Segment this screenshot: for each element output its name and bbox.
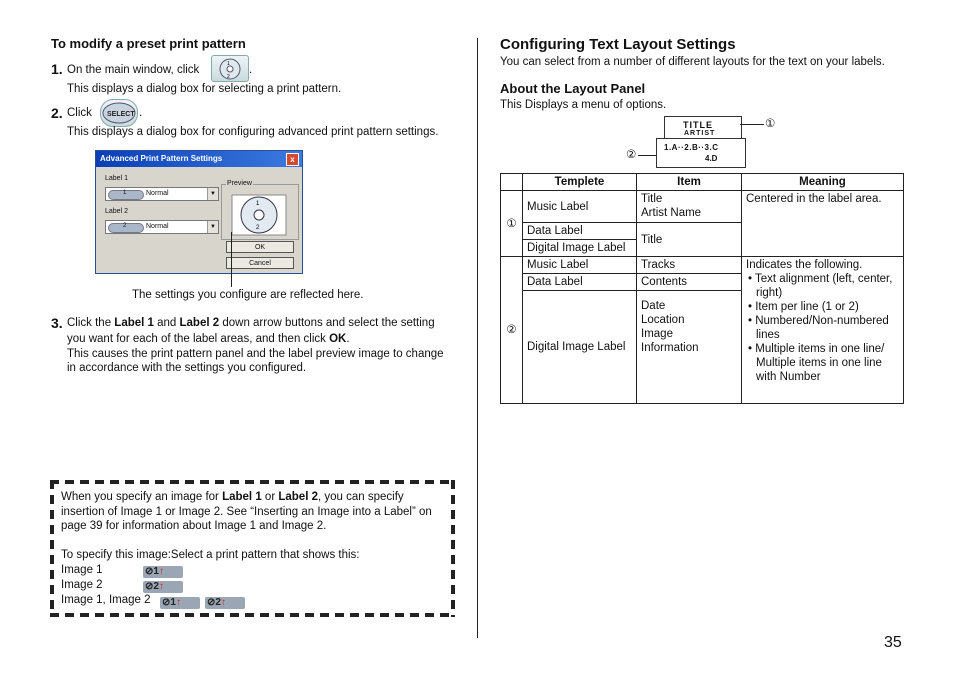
disc-icon bbox=[212, 56, 248, 81]
table-cell: Contents bbox=[637, 274, 742, 291]
table-cell: Title Artist Name bbox=[637, 191, 742, 223]
template-marker: ① bbox=[501, 191, 523, 257]
intro-text: You can select from a number of different layouts for the text on your labels. bbox=[500, 56, 885, 68]
pattern-image1-icon: ⊘1↑ bbox=[143, 566, 183, 578]
dialog-titlebar bbox=[96, 151, 302, 167]
column-divider bbox=[477, 38, 478, 638]
preview-group bbox=[221, 180, 299, 240]
figure-marker-2: ② bbox=[626, 149, 637, 161]
svg-text:1: 1 bbox=[256, 201, 260, 207]
note-line2: insertion of Image 1 or Image 2. See “Inserting an Image into a Label” on bbox=[61, 506, 432, 518]
section-heading: To modify a preset print pattern bbox=[51, 36, 246, 51]
figure-line1: 1.A··2.B··3.C bbox=[664, 143, 719, 152]
column-header: Meaning bbox=[742, 174, 904, 191]
label2-value: Normal bbox=[146, 223, 169, 230]
table-cell: Centered in the label area. bbox=[742, 191, 904, 257]
step3-line3: This causes the print pattern panel and the label preview image to change bbox=[67, 348, 444, 360]
template-marker: ② bbox=[501, 257, 523, 404]
svg-text:SELECT: SELECT bbox=[107, 111, 135, 118]
label2-select[interactable] bbox=[105, 220, 219, 234]
pattern-image2-icon: ⊘2↑ bbox=[143, 581, 183, 593]
step3-line2: you want for each of the label areas, and then click OK. bbox=[67, 333, 350, 345]
label2-badge: 2 bbox=[108, 223, 144, 233]
dialog-title: Advanced Print Pattern Settings bbox=[100, 154, 223, 163]
step-text: Click bbox=[67, 107, 92, 119]
ok-button[interactable]: OK bbox=[226, 241, 294, 253]
select-button[interactable] bbox=[100, 99, 138, 127]
callout-line bbox=[231, 232, 232, 287]
svg-text:1: 1 bbox=[227, 61, 230, 67]
list-item: • Text alignment (left, center, right) bbox=[748, 273, 893, 299]
chevron-down-icon[interactable]: ▼ bbox=[207, 221, 218, 233]
table-row bbox=[501, 257, 904, 274]
cancel-button[interactable]: Cancel bbox=[226, 257, 294, 269]
figure-line2: 4.D bbox=[705, 154, 718, 163]
preview-disc-icon bbox=[222, 185, 298, 239]
select-icon bbox=[101, 100, 137, 126]
image-row-label: Image 2 bbox=[61, 579, 103, 591]
step3-line4: in accordance with the settings you configured. bbox=[67, 362, 307, 374]
step-desc: This displays a dialog box for configuring advanced print pattern settings. bbox=[67, 126, 439, 138]
label1-badge: 1 bbox=[108, 190, 144, 200]
figure-marker-1: ① bbox=[765, 118, 776, 130]
label1-caption: Label 1 bbox=[105, 175, 128, 182]
print-pattern-button[interactable] bbox=[211, 55, 249, 82]
list-item: • Numbered/Non-numbered lines bbox=[748, 315, 889, 341]
step3-line1: Click the Label 1 and Label 2 down arrow buttons and select the setting bbox=[67, 317, 435, 329]
step-number: 1. bbox=[51, 61, 63, 77]
chevron-down-icon[interactable]: ▼ bbox=[207, 188, 218, 200]
column-header: Item bbox=[637, 174, 742, 191]
step-desc: This displays a dialog box for selecting a print pattern. bbox=[67, 83, 342, 95]
image-row-label: Image 1, Image 2 bbox=[61, 594, 151, 606]
page-number: 35 bbox=[884, 634, 902, 651]
table-cell: Indicates the following. • Text alignment (left, center, right) • Item per line (1 or 2) • Numbered/Non-numbered lines • Multiple items in one line/ Multiple items in one line with Number bbox=[742, 257, 904, 404]
pattern-image1-icon: ⊘1↑ bbox=[160, 597, 200, 609]
table-cell: Tracks bbox=[637, 257, 742, 274]
note-line1: When you specify an image for Label 1 or Label 2, you can specify bbox=[61, 491, 404, 503]
figure-artist: ARTIST bbox=[684, 130, 716, 137]
table-row bbox=[501, 191, 904, 223]
step-text: On the main window, click bbox=[67, 64, 200, 76]
list-item: • Multiple items in one line/ Multiple items in one line with Number bbox=[748, 343, 885, 383]
svg-text:2: 2 bbox=[256, 225, 260, 231]
layout-panel-title-area bbox=[664, 116, 742, 140]
table-header-row bbox=[501, 174, 904, 191]
advanced-print-pattern-dialog bbox=[95, 150, 303, 274]
figure-title: TITLE bbox=[683, 120, 713, 130]
close-icon[interactable]: x bbox=[286, 153, 299, 166]
list-item: • Item per line (1 or 2) bbox=[748, 301, 859, 313]
label2-caption: Label 2 bbox=[105, 208, 128, 215]
note-line3: page 39 for information about Image 1 and Image 2. bbox=[61, 520, 327, 532]
dialog-caption: The settings you configure are reflected here. bbox=[132, 289, 364, 301]
subheading: About the Layout Panel bbox=[500, 81, 646, 96]
table-cell: Date Location Image Information bbox=[637, 291, 742, 404]
table-cell: Data Label bbox=[523, 274, 637, 291]
preview-label: Preview bbox=[227, 180, 252, 187]
step-text-end: . bbox=[139, 107, 143, 119]
table-cell: Data Label bbox=[523, 223, 637, 240]
subtext: This Displays a menu of options. bbox=[500, 99, 667, 111]
layout-table bbox=[500, 173, 904, 404]
page-title: Configuring Text Layout Settings bbox=[500, 36, 736, 53]
note-line4: To specify this image:Select a print pattern that shows this: bbox=[61, 549, 360, 561]
figure-pointer-2 bbox=[638, 155, 656, 156]
image-row-label: Image 1 bbox=[61, 564, 103, 576]
step-number: 3. bbox=[51, 315, 63, 331]
label1-select[interactable] bbox=[105, 187, 219, 201]
label1-value: Normal bbox=[146, 190, 169, 197]
table-cell: Music Label bbox=[523, 191, 637, 223]
svg-text:2: 2 bbox=[227, 74, 230, 80]
column-header: Templete bbox=[523, 174, 637, 191]
pattern-image2-icon: ⊘2↑ bbox=[205, 597, 245, 609]
figure-pointer-1 bbox=[740, 124, 764, 125]
table-cell: Digital Image Label bbox=[523, 240, 637, 257]
step-text-end: . bbox=[249, 64, 253, 76]
table-cell: Digital Image Label bbox=[523, 291, 637, 404]
step-number: 2. bbox=[51, 105, 63, 121]
table-cell: Music Label bbox=[523, 257, 637, 274]
table-cell: Title bbox=[637, 223, 742, 257]
layout-panel-data-area bbox=[656, 138, 746, 168]
